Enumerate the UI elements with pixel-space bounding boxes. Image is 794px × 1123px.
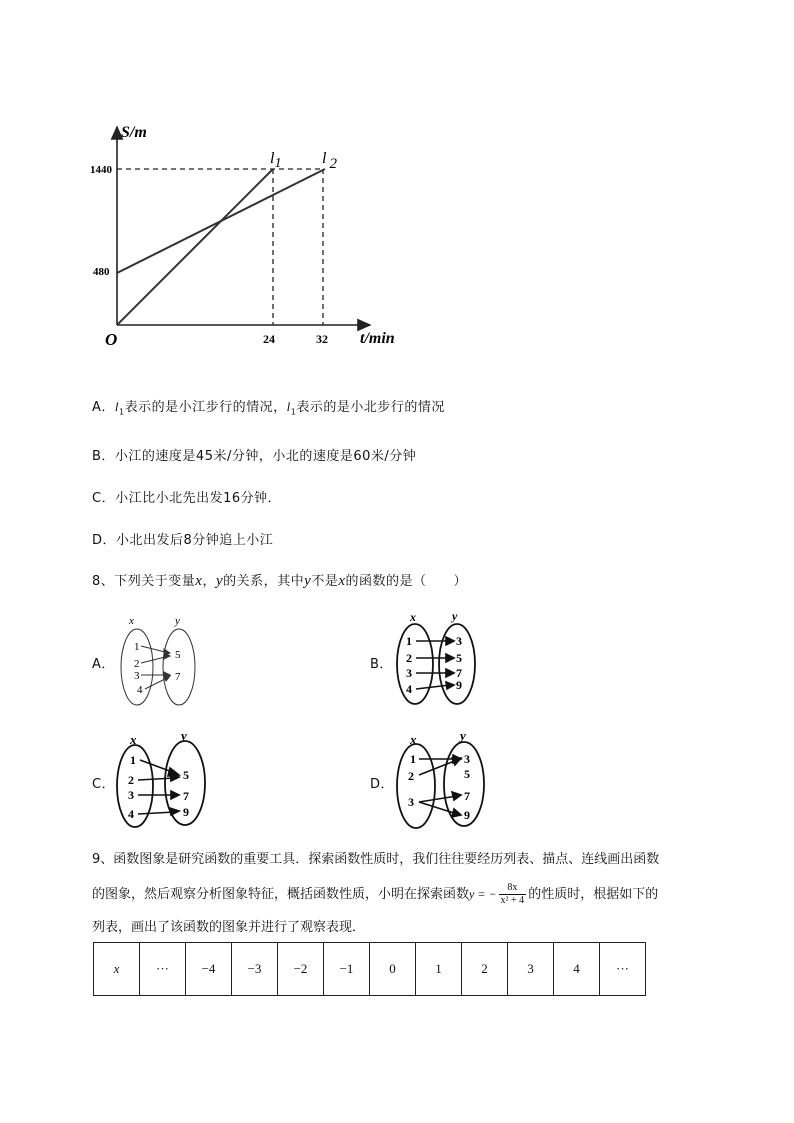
diagram-c-x-3: 3	[128, 788, 134, 802]
table-cell: ···	[140, 943, 186, 996]
diagram-c-y-7: 7	[183, 789, 189, 803]
table-cell: 4	[554, 943, 600, 996]
q7-option-c: C．小江比小北先出发16分钟．	[92, 491, 282, 506]
y-tick-1440: 1440	[90, 164, 112, 176]
diagram-b-x-4: 4	[406, 682, 412, 696]
q9-line-1: 9、函数图象是研究函数的重要工具．探索函数性质时，我们往往要经历列表、描点、连线画出函数	[92, 852, 660, 867]
table-cell: −3	[232, 943, 278, 996]
table-row	[94, 943, 646, 996]
table-cell: ···	[600, 943, 646, 996]
q8-label-d: D．	[370, 777, 395, 792]
table-cell: −1	[324, 943, 370, 996]
diagram-b-x-2: 2	[406, 651, 412, 665]
y-tick-480: 480	[93, 266, 110, 278]
diagram-b-domain-ellipse	[397, 624, 433, 704]
diagram-c-y-label: y	[181, 728, 187, 743]
diagram-b-x-label: x	[410, 610, 416, 624]
mapping-diagram-a	[115, 612, 205, 707]
table-cell: 0	[370, 943, 416, 996]
q7-option-d: D．小北出发后8分钟追上小江	[92, 533, 274, 548]
table-cell: 1	[416, 943, 462, 996]
diagram-c-y-9: 9	[183, 805, 189, 819]
q8-label-b: B．	[370, 657, 393, 672]
q8-stem: 8、下列关于变量x，y的关系，其中y不是x的函数的是（ ）	[92, 573, 468, 589]
diagram-d-y-5: 5	[464, 767, 470, 781]
diagram-d-y-9: 9	[464, 808, 470, 822]
mapping-diagram-c	[113, 728, 208, 830]
diagram-d-x-3: 3	[408, 795, 414, 809]
diagram-a-y-5: 5	[175, 649, 181, 661]
table-cell: 3	[508, 943, 554, 996]
origin-label: O	[105, 330, 118, 349]
diagram-b-y-9: 9	[456, 678, 462, 692]
x-tick-32: 32	[316, 332, 328, 346]
line-l2	[117, 169, 325, 273]
diagram-c-y-5: 5	[183, 768, 189, 782]
diagram-d-y-label: y	[460, 728, 466, 743]
diagram-a-x-1: 1	[134, 641, 140, 653]
table-cell: 2	[462, 943, 508, 996]
q9-value-table	[93, 942, 646, 996]
q7-option-b: B．小江的速度是45米/分钟，小北的速度是60米/分钟	[92, 449, 417, 464]
q9-line-3: 列表，画出了该函数的图象并进行了观察表现．	[92, 920, 366, 935]
q8-label-c: C．	[92, 777, 116, 792]
diagram-c-x-label: x	[130, 732, 137, 747]
diagram-d-y-7: 7	[464, 789, 470, 803]
table-cell: −4	[186, 943, 232, 996]
mapping-diagram-b	[390, 607, 485, 707]
diagram-c-x-2: 2	[128, 773, 134, 787]
diagram-d-x-2: 2	[408, 769, 414, 783]
diagram-a-x-label: x	[129, 615, 134, 627]
mapping-diagram-d	[393, 728, 493, 832]
x-axis-label: t/min	[360, 330, 395, 347]
q8-label-a: A．	[92, 657, 115, 672]
diagram-a-x-4: 4	[137, 684, 143, 696]
diagram-d-y-3: 3	[464, 752, 470, 766]
diagram-c-x-4: 4	[128, 807, 134, 821]
diagram-b-y-3: 3	[456, 634, 462, 648]
line-l1-label: l1	[270, 150, 282, 171]
diagram-a-y-label: y	[175, 615, 180, 627]
diagram-b-x-3: 3	[406, 666, 412, 680]
diagram-a-y-7: 7	[175, 671, 181, 683]
diagram-c-x-1: 1	[130, 753, 136, 767]
diagram-b-y-5: 5	[456, 651, 462, 665]
table-cell: −2	[278, 943, 324, 996]
diagram-a-range-ellipse	[163, 629, 195, 705]
distance-time-graph	[80, 115, 420, 355]
diagram-b-x-1: 1	[406, 634, 412, 648]
q9-line-2: 的图象，然后观察分析图象特征，概括函数性质，小明在探索函数y = − $\frac{8x}{\text{x² + 4}}$ 的性质时，根据如下的	[92, 882, 659, 906]
diagram-d-x-label: x	[410, 732, 417, 747]
diagram-b-y-label: y	[452, 609, 458, 623]
line-l1	[117, 169, 273, 325]
y-axis-label: S/m	[121, 124, 147, 141]
q9-formula-fraction: $\frac{8x}{\text{x² + 4}}$	[500, 882, 525, 906]
diagram-b-y-7: 7	[456, 666, 462, 680]
diagram-a-x-3: 3	[134, 670, 140, 682]
diagram-a-x-2: 2	[134, 658, 140, 670]
diagram-d-domain-ellipse	[397, 744, 435, 828]
table-cell: x	[94, 943, 140, 996]
q7-option-a: A．$l_1$表示的是小江步行的情况，$l_1$表示的是小北步行的情况	[92, 399, 445, 417]
x-tick-24: 24	[263, 332, 275, 346]
diagram-d-x-1: 1	[410, 752, 416, 766]
line-l2-label: l 2	[322, 150, 337, 172]
